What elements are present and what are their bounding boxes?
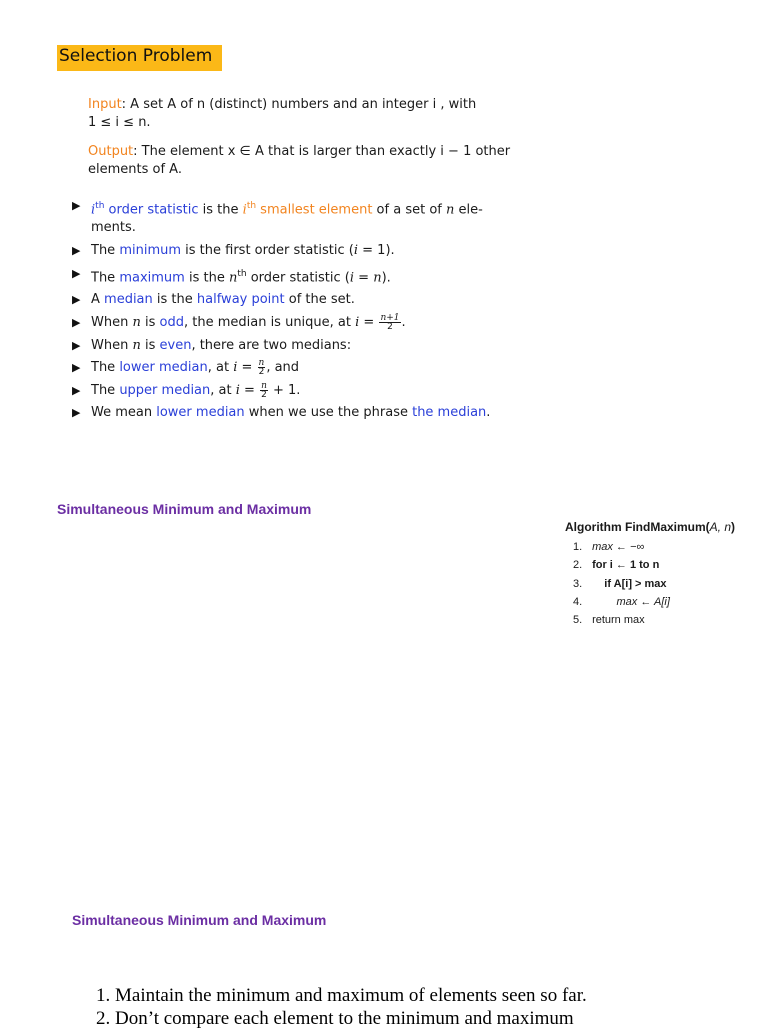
bullet-median: ▶ A median is the halfway point of the set. — [72, 292, 355, 308]
input-text-1: : A set A of n (distinct) numbers and an integer i , with — [121, 97, 477, 112]
triangle-bullet-icon: ▶ — [72, 199, 81, 212]
output-text-1: : The element x ∈ A that is larger than exactly i − 1 other — [133, 144, 511, 159]
triangle-bullet-icon: ▶ — [72, 361, 81, 375]
triangle-bullet-icon: ▶ — [72, 266, 81, 280]
bullet-minimum: ▶ The minimum is the first order statistic (i = 1). — [72, 242, 395, 258]
bullet-maximum: ▶ The maximum is the $n^{th}$ order statistic (i = n). — [72, 266, 391, 285]
input-label: Input — [88, 97, 122, 112]
input-text-2: 1 ≤ i ≤ n. — [88, 115, 151, 130]
bullet-the-median: ▶ We mean lower median when we use the phrase the median. — [72, 405, 491, 421]
bullet-odd: ▶ When n is odd, the median is unique, at i = $\frac{n+1}{2}$ . — [72, 313, 406, 333]
triangle-bullet-icon: ▶ — [72, 406, 81, 420]
fraction: $\frac{n}{2}$ — [258, 358, 265, 378]
slide-title: Selection Problem — [57, 45, 222, 71]
section-heading: Simultaneous Minimum and Maximum — [72, 912, 327, 928]
definition-bullet-list — [72, 197, 512, 427]
algorithm-line: 3. if A[i] > max — [573, 577, 667, 590]
step-item: 2. Don’t compare each element to the minimum and maximum — [96, 1008, 574, 1029]
bullet-lower-median: ▶ The lower median, at i = $\frac{n}{2}$ , and — [72, 358, 300, 378]
step-item: 1. Maintain the minimum and maximum of elements seen so far. — [96, 985, 587, 1006]
bullet-even: ▶ When n is even, there are two medians: — [72, 337, 352, 353]
algorithm-line: 4. max ← A[i] — [573, 595, 670, 608]
algorithm-line: 1. max ← −∞ — [573, 541, 645, 553]
algorithm-box — [565, 520, 735, 629]
section-heading: Simultaneous Minimum and Maximum — [57, 501, 312, 517]
output-label: Output — [88, 144, 134, 159]
algorithm-line: 5. return max — [573, 614, 645, 627]
bullet-upper-median: ▶ The upper median, at i = $\frac{n}{2}$ + 1. — [72, 380, 301, 400]
steps-list — [96, 984, 587, 1030]
fraction: $\frac{n+1}{2}$ — [380, 313, 400, 333]
triangle-bullet-icon: ▶ — [72, 243, 81, 257]
triangle-bullet-icon: ▶ — [72, 338, 81, 352]
triangle-bullet-icon: ▶ — [72, 316, 81, 330]
bullet-order-statistic: ▶ $i^{th}$ order statistic is the $i^{th}$ smallest element of a set of n ele- ments. — [72, 199, 483, 236]
fraction: $\frac{n}{2}$ — [261, 380, 267, 400]
triangle-bullet-icon: ▶ — [72, 383, 81, 397]
algorithm-line: 2. for i ← 1 to n — [573, 559, 660, 572]
input-definition — [88, 96, 528, 132]
output-definition — [88, 143, 528, 179]
output-text-2: elements of A. — [88, 162, 182, 177]
algorithm-title: Algorithm FindMaximum(A, n) — [565, 520, 736, 534]
triangle-bullet-icon: ▶ — [72, 293, 81, 307]
